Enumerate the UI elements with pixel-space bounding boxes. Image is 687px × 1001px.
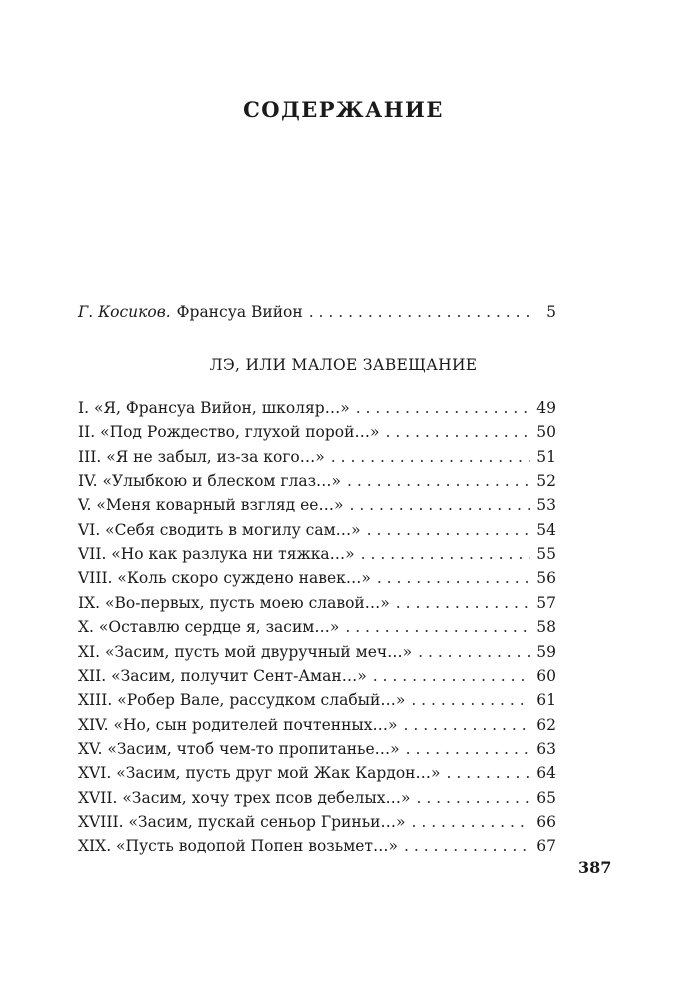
toc-entry[interactable]	[78, 447, 556, 467]
leader-dots	[349, 495, 530, 515]
toc-entry[interactable]	[78, 471, 556, 491]
toc-entry-title: V. «Меня коварный взгляд ее…»	[78, 496, 344, 515]
toc-entry-title: XII. «Засим, получит Сент-Аман…»	[78, 666, 367, 685]
toc-entry-author: Г. Косиков.	[78, 303, 171, 321]
toc-entry-page: 53	[536, 496, 556, 515]
toc-entry-page: 61	[536, 691, 556, 710]
toc-entry-title: XVII. «Засим, хочу трех псов дебелых…»	[78, 788, 411, 807]
toc-entry[interactable]	[78, 788, 556, 808]
toc-entry-title: IX. «Во-первых, пусть моею славой…»	[78, 593, 390, 612]
toc-entry[interactable]	[78, 642, 556, 662]
leader-dots	[411, 690, 530, 710]
toc-entry-page: 51	[536, 447, 556, 466]
toc-entry-page: 49	[536, 399, 556, 417]
toc-entry-page: 65	[536, 788, 556, 807]
toc-entry-title: XIII. «Робер Вале, рассудком слабый…»	[78, 691, 406, 710]
toc-entry-title: II. «Под Рождество, глухой порой…»	[78, 423, 380, 442]
toc-entry[interactable]	[78, 617, 556, 637]
toc-entry-page: 67	[536, 837, 556, 856]
toc-entry[interactable]	[78, 763, 556, 783]
toc-entry-page: 55	[536, 545, 556, 564]
toc-entry[interactable]	[78, 739, 556, 759]
leader-dots	[361, 544, 530, 564]
toc-entry-page: 57	[536, 593, 556, 612]
leader-dots	[377, 568, 530, 588]
toc-entry-intro[interactable]	[78, 302, 556, 322]
toc-entry-title: VII. «Но как разлука ни тяжка…»	[78, 545, 355, 564]
leader-dots	[446, 763, 530, 783]
toc-entry-title: XI. «Засим, пусть мой двуручный меч…»	[78, 642, 413, 661]
toc-entry[interactable]	[78, 690, 556, 710]
toc-entry[interactable]	[78, 398, 556, 418]
page-title: СОДЕРЖАНИЕ	[243, 97, 444, 122]
leader-dots	[347, 471, 530, 491]
toc-entry-title: XIV. «Но, сын родителей почтенных…»	[78, 715, 398, 734]
toc-entry-title: XIX. «Пусть водопой Попен возьмет…»	[78, 837, 398, 856]
toc-entry-title: Франсуа Вийон	[176, 303, 303, 321]
leader-dots	[418, 642, 530, 662]
toc-entry-title: I. «Я, Франсуа Вийон, школяр…»	[78, 399, 350, 417]
toc-entry[interactable]	[78, 495, 556, 515]
toc-entry-title: III. «Я не забыл, из-за кого…»	[78, 447, 325, 466]
toc-entry-page: 62	[536, 715, 556, 734]
leader-dots	[331, 447, 530, 467]
leader-dots	[373, 666, 530, 686]
leader-dots	[309, 302, 530, 322]
leader-dots	[404, 715, 531, 735]
toc-entry-page: 66	[536, 812, 556, 831]
toc-entry[interactable]	[78, 715, 556, 735]
toc-entry-title: VIII. «Коль скоро суждено навек…»	[78, 569, 371, 588]
toc-entry[interactable]	[78, 666, 556, 686]
toc-entry-page: 54	[536, 520, 556, 539]
toc-entry[interactable]	[78, 812, 556, 832]
toc-entry-page: 58	[536, 618, 556, 637]
toc-entry-title: IV. «Улыбкою и блеском глаз…»	[78, 472, 342, 491]
toc-entry-title: XV. «Засим, чтоб чем-то пропитанье…»	[78, 739, 400, 758]
toc-entry[interactable]	[78, 568, 556, 588]
toc-entry-title: X. «Оставлю сердце я, засим…»	[78, 618, 340, 637]
leader-dots	[404, 836, 530, 856]
toc-entry[interactable]	[78, 544, 556, 564]
leader-dots	[416, 788, 530, 808]
toc-entry[interactable]	[78, 422, 556, 442]
leader-dots	[385, 422, 530, 442]
toc-entry[interactable]	[78, 520, 556, 540]
toc-entry-page: 63	[536, 739, 556, 758]
section-heading: ЛЭ, ИЛИ МАЛОЕ ЗАВЕЩАНИЕ	[209, 356, 478, 374]
toc-entry-title: XVIII. «Засим, пускай сеньор Гриньи…»	[78, 812, 406, 831]
toc-entry-page: 60	[536, 666, 556, 685]
toc-entry-page: 5	[546, 303, 556, 321]
toc-entry-title: VI. «Себя сводить в могилу сам…»	[78, 520, 361, 539]
toc-entry-title: XVI. «Засим, пусть друг мой Жак Кардон…»	[78, 764, 441, 783]
leader-dots	[411, 812, 530, 832]
toc-entry-page: 56	[536, 569, 556, 588]
leader-dots	[367, 520, 530, 540]
toc-entry[interactable]	[78, 836, 556, 856]
leader-dots	[396, 593, 530, 613]
toc-entry-page: 64	[536, 764, 556, 783]
toc-entry-page: 52	[536, 472, 556, 491]
toc-entry-page: 50	[536, 423, 556, 442]
leader-dots	[356, 398, 530, 418]
leader-dots	[345, 617, 530, 637]
leader-dots	[406, 739, 530, 759]
toc-entry-page: 59	[536, 642, 556, 661]
page-number: 387	[578, 858, 612, 877]
toc-entry[interactable]	[78, 593, 556, 613]
